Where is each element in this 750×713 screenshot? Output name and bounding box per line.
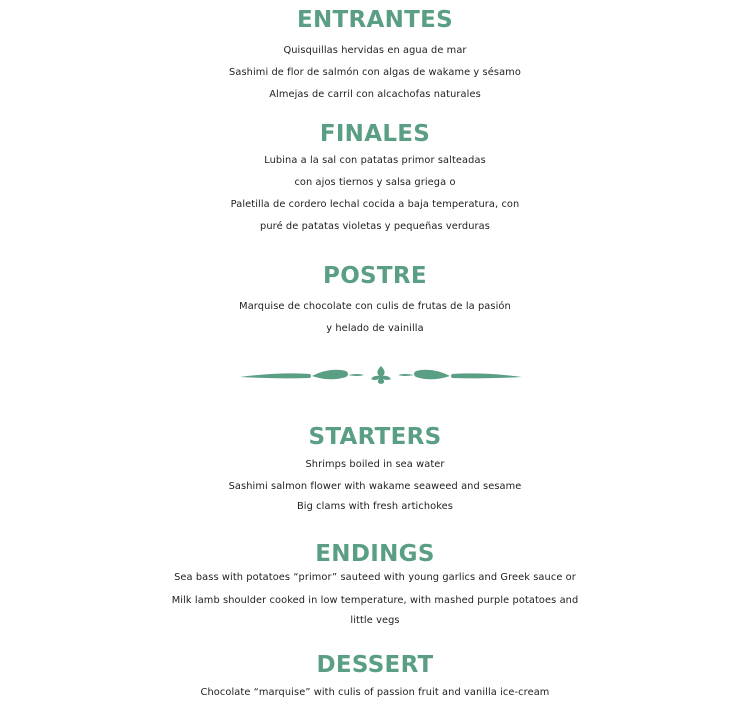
menu-item: Milk lamb shoulder cooked in low temperature, with mashed purple potatoes and [171, 595, 579, 606]
menu-item: Lubina a la sal con patatas primor salteadas [264, 155, 486, 166]
menu-item: Marquise de chocolate con culis de frutas de la pasión [239, 301, 511, 312]
fleur-ornament-icon [238, 362, 524, 388]
menu-item: Sashimi de flor de salmón con algas de wakame y sésamo [229, 67, 521, 78]
section-title-endings: ENDINGS [315, 541, 435, 567]
section-title-entrantes: ENTRANTES [296, 7, 454, 33]
section-title-dessert: DESSERT [316, 652, 434, 678]
menu-item: Almejas de carril con alcachofas naturales [269, 89, 481, 100]
menu-item: Quisquillas hervidas en agua de mar [283, 45, 467, 56]
menu-item: puré de patatas violetas y pequeñas verduras [260, 221, 490, 232]
section-title-finales: FINALES [319, 121, 431, 147]
menu-item: Sea bass with potatoes “primor” sauteed with young garlics and Greek sauce or [174, 572, 576, 583]
menu-item: Chocolate “marquise” with culis of passion fruit and vanilla ice-cream [200, 687, 550, 698]
section-title-starters: STARTERS [308, 424, 442, 450]
menu-item: Big clams with fresh artichokes [296, 501, 453, 512]
menu-item: Shrimps boiled in sea water [305, 459, 445, 470]
menu-item: Sashimi salmon flower with wakame seaweed and sesame [228, 481, 522, 492]
menu-item: con ajos tiernos y salsa griega o [294, 177, 456, 188]
menu-item: Paletilla de cordero lechal cocida a baja temperatura, con [230, 199, 520, 210]
menu-item: little vegs [350, 615, 400, 626]
menu-item: y helado de vainilla [326, 323, 424, 334]
section-title-postre: POSTRE [323, 263, 427, 289]
